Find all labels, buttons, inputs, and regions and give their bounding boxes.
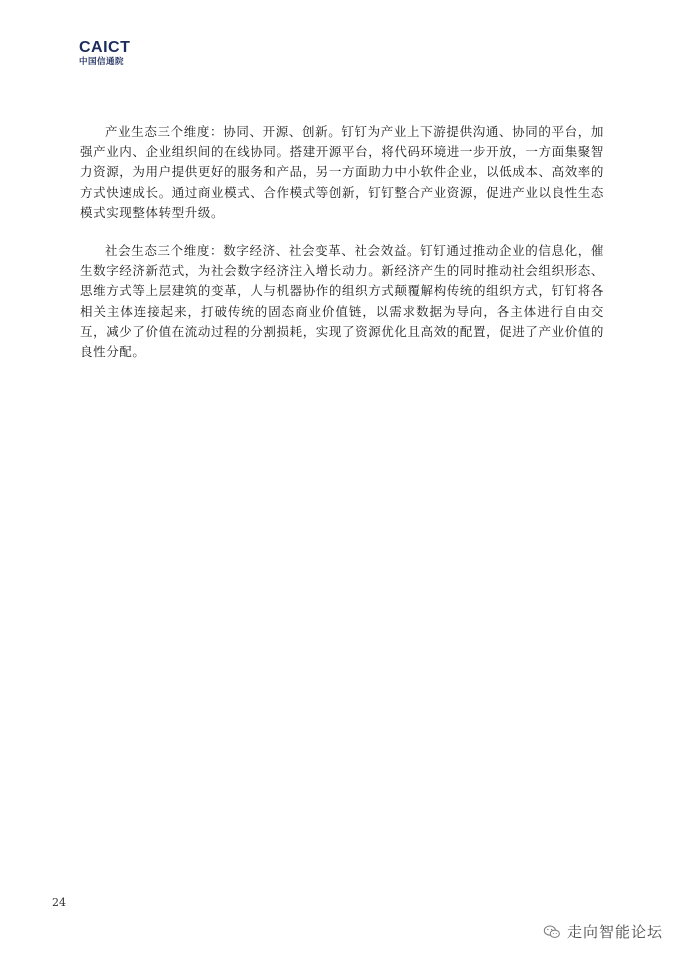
watermark-text: 走向智能论坛	[566, 923, 663, 941]
logo-chinese: 中国信通院	[79, 57, 125, 67]
paragraph-industry-ecology: 产业生态三个维度：协同、开源、创新。钉钉为产业上下游提供沟通、协同的平台，加强产业内、企业组织间的在线协同。搭建开源平台，将代码环境进一步开放，一方面集聚智力资源，为用户提供更好的服务和产品，另一方面助力中小软件企业，以低成本、高效率的方式快速成长。通过商业模式、合作模式等创新，钉钉整合产业资源，促进产业以良性生态模式实现整体转型升级。	[80, 124, 605, 220]
caict-logo	[79, 40, 139, 68]
watermark	[543, 921, 663, 942]
main-content	[80, 122, 604, 380]
paragraph-social-ecology: 社会生态三个维度：数字经济、社会变革、社会效益。钉钉通过推动企业的信息化，催生数字经济新范式，为社会数字经济注入增长动力。新经济产生的同时推动社会组织形态、思维方式等上层建筑的变革，人与机器协作的组织方式颠覆解构传统的组织方式，钉钉将各相关主体连接起来，打破传统的固态商业价值链，以需求数据为导向，各主体进行自由交互，减少了价值在流动过程的分割损耗，实现了资源优化且高效的配置，促进了产业价值的良性分配。	[80, 243, 605, 360]
logo-english: CAICT	[79, 39, 131, 56]
wechat-icon	[543, 925, 561, 939]
page-number: 24	[52, 896, 66, 909]
